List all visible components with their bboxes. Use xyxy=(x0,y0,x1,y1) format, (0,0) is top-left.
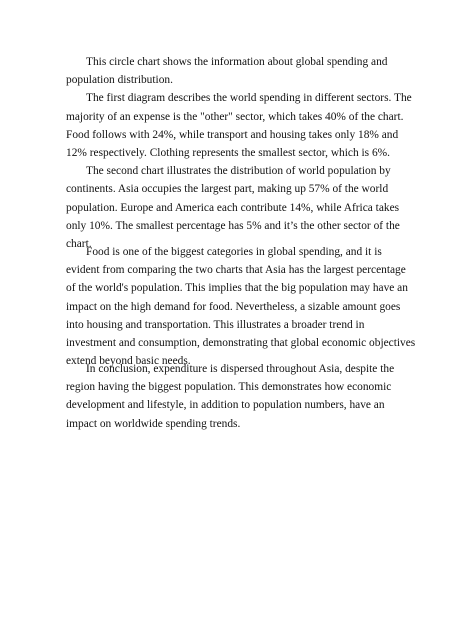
paragraph-spending: The first diagram describes the world spending in different sectors. The majority of an expense is the "other" sector, which takes 40% of the chart. Food follows with 24%, while transport and housing takes only 18% and 12% respectively. Clothing represents the smallest sector, which is 6%. xyxy=(66,92,412,160)
paragraph-population: The second chart illustrates the distribution of world population by continents. Asia occupies the largest part, making up 57% of the world population. Europe and America each contribute 14%, while Africa takes only 10%. The smallest percentage has 5% and it’s the other sector of the chart. xyxy=(66,165,400,251)
paragraph-analysis: Food is one of the biggest categories in global spending, and it is evident from comparing the two charts that Asia has the largest percentage of the world's population. This implies that the big population may have an impact on the high demand for food. Nevertheless, a sizable amount goes into housing and transportation. This illustrates a broader trend in investment and consumption, demonstrating that global economic objectives extend beyond basic needs. xyxy=(66,246,416,368)
analysis-section xyxy=(66,243,416,370)
conclusion-section xyxy=(66,360,416,433)
paragraph-intro: This circle chart shows the information about global spending and population distribution. xyxy=(66,56,388,87)
paragraph-conclusion: In conclusion, expenditure is dispersed throughout Asia, despite the region having the biggest population. This demonstrates how economic development and lifestyle, in addition to population numbers, have an impact on worldwide spending trends. xyxy=(66,363,395,430)
intro-section xyxy=(66,53,416,253)
